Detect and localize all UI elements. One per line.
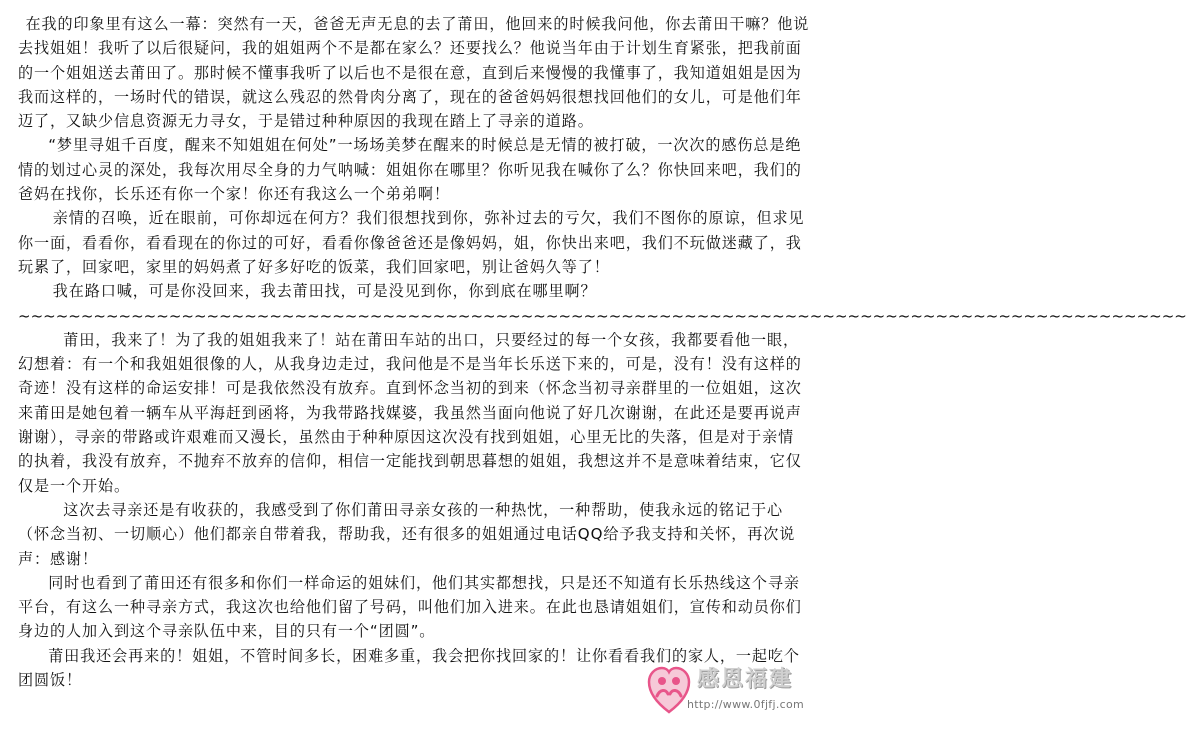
article-paragraph-6: 这次去寻亲还是有收获的，我感受到了你们莆田寻亲女孩的一种热忱，一种帮助，使我永远的铭记于心（怀念当初、一切顺心）他们都亲自带着我，帮助我，还有很多的姐姐通过电话QQ给予我支持和关怀，再次说声：感谢！ bbox=[18, 500, 796, 568]
article-paragraph-2: “梦里寻姐千百度，醒来不知姐姐在何处”一场场美梦在醒来的时候总是无情的被打破，一次次的感伤总是绝情的划过心灵的深处，我每次用尽全身的力气呐喊：姐姐你在哪里？你听见我在喊你了么？你快回来吧，我们的爸妈在找你，长乐还有你一个家！你还有我这么一个弟弟啊！ bbox=[18, 136, 802, 204]
article-paragraph-5: 莆田，我来了！为了我的姐姐我来了！站在莆田车站的出口，只要经过的每一个女孩，我都要看他一眼，幻想着：有一个和我姐姐很像的人，从我身边走过，我问他是不是当年长乐送下来的，可是，没有！没有这样的奇迹！没有这样的命运安排！可是我依然没有放弃。直到怀念当初的到来（怀念当初寻亲群里的一位姐姐，这次来莆田是她包着一辆车从平海赶到函将，为我带路找媒婆，我虽然当面向他说了好几次谢谢，在此还是要再说声谢谢），寻亲的带路或许艰难而又漫长，虽然由于种种原因这次没有找到姐姐，心里无比的失落，但是对于亲情的执着，我没有放弃，不抛弃不放弃的信仰，相信一定能找到朝思暮想的姐姐，我想这并不是意味着结束，它仅仅是一个开始。 bbox=[18, 330, 802, 495]
watermark-brand: 感恩福建 bbox=[697, 667, 794, 692]
tilde-divider: ~~~~~~~~~~~~~~~~~~~~~~~~~~~~~~~~~~~~~~~~~~~~~~~~~~~~~~~~~~~~~~~~~~~~~~~~~~~~~~~~~~~~~~~~~~~~~ bbox=[18, 306, 1187, 325]
article-paragraph-8: 莆田我还会再来的！姐姐，不管时间多长，困难多重，我会把你找回家的！让你看看我们的家人，一起吃个团圆饭！ bbox=[18, 646, 800, 690]
site-watermark bbox=[647, 662, 819, 726]
heart-people-logo-icon bbox=[647, 664, 691, 716]
article-paragraph-3: 亲情的召唤，近在眼前，可你却远在何方？我们很想找到你，弥补过去的亏欠，我们不图你的原谅，但求见你一面，看看你，看看现在的你过的可好，看看你像爸爸还是像妈妈，姐，你快出来吧，我们不玩做迷藏了，我玩累了，回家吧，家里的妈妈煮了好多好吃的饭菜，我们回家吧，别让爸妈久等了！ bbox=[18, 209, 805, 276]
article-body bbox=[18, 12, 1187, 692]
watermark-url: http://www.0fjfj.com bbox=[687, 698, 805, 711]
article-paragraph-7: 同时也看到了莆田还有很多和你们一样命运的姐妹们，他们其实都想找，只是还不知道有长乐热线这个寻亲平台，有这么一种寻亲方式，我这次也给他们留了号码，叫他们加入进来。在此也恳请姐姐们，宣传和动员你们身边的人加入到这个寻亲队伍中来，目的只有一个“团圆”。 bbox=[18, 573, 802, 641]
article-paragraph-1: 在我的印象里有这么一幕：突然有一天，爸爸无声无息的去了莆田，他回来的时候我问他，你去莆田干嘛？他说去找姐姐！我听了以后很疑问，我的姐姐两个不是都在家么？还要找么？他说当年由于计划生育紧张，把我前面的一个姐姐送去莆田了。那时候不懂事我听了以后也不是很在意，直到后来慢慢的我懂事了，我知道姐姐是因为我而这样的，一场时代的错误，就这么残忍的然骨肉分离了，现在的爸爸妈妈很想找回他们的女儿，可是他们年迈了，又缺少信息资源无力寻女，于是错过种种原因的我现在踏上了寻亲的道路。 bbox=[18, 15, 810, 131]
article-paragraph-4: 我在路口喊，可是你没回来，我去莆田找，可是没见到你，你到底在哪里啊？ bbox=[52, 282, 597, 301]
